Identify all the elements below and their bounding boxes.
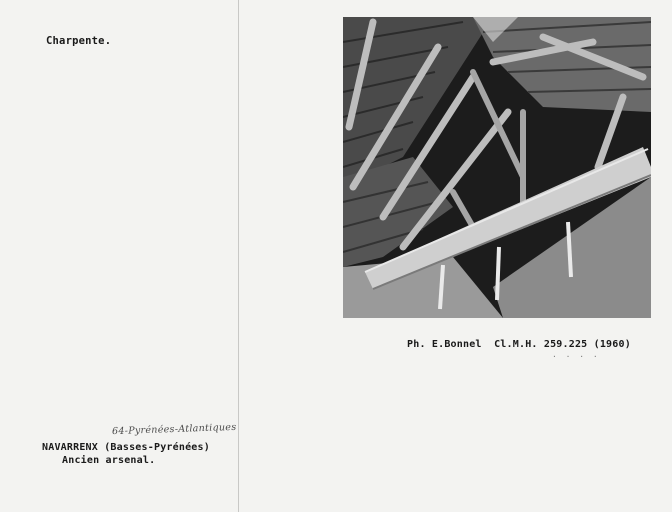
photo-credit: Ph. E.Bonnel Cl.M.H. 259.225 (1960)	[407, 339, 631, 350]
credit-dots: . . . .	[552, 350, 600, 359]
card-divider	[238, 0, 239, 512]
roof-framework-photo	[343, 17, 651, 318]
building-label: Ancien arsenal.	[62, 455, 156, 466]
location-label: NAVARRENX (Basses-Pyrénées)	[42, 442, 210, 453]
photo-image	[343, 17, 651, 318]
handwritten-department-note: 64-Pyrénées-Atlantiques	[111, 421, 237, 438]
photo-caption: Charpente.	[46, 35, 112, 47]
